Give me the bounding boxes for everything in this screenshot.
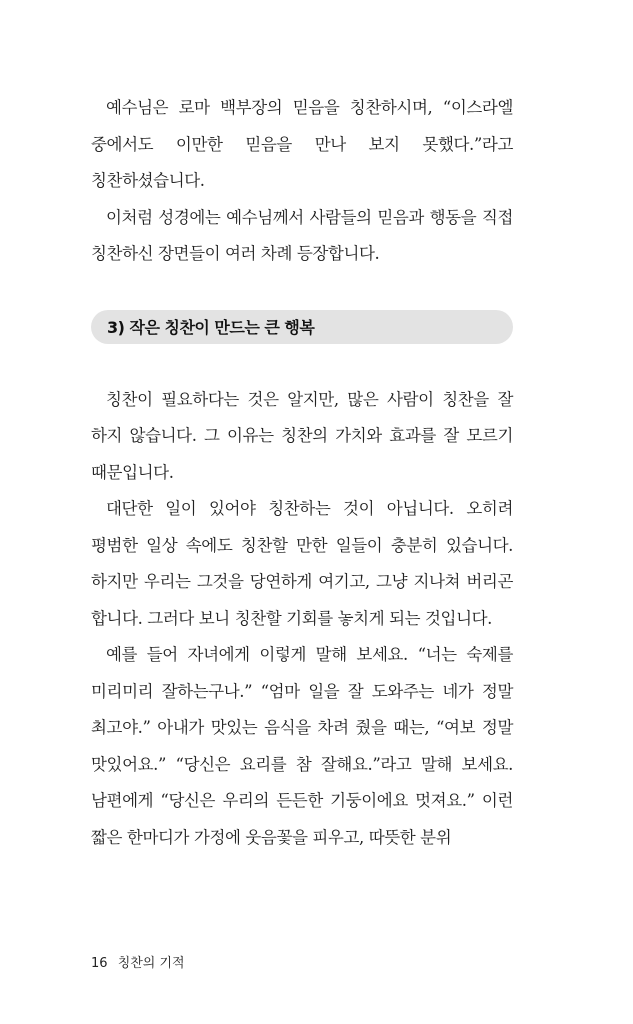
section-title: 3) 작은 칭찬이 만드는 큰 행복 [107,318,315,337]
paragraph: 대단한 일이 있어야 칭찬하는 것이 아닙니다. 오히려 평범한 일상 속에도 칭찬할 만한 일들이 충분히 있습니다. 하지만 우리는 그것을 당연하게 여기고, 그냥 지나쳐 버리곤 합니다. 그러다 보니 칭찬할 기회를 놓치게 되는 것입니다. [91,499,513,628]
page-footer [91,952,185,971]
paragraph: 이처럼 성경에는 예수님께서 사람들의 믿음과 행동을 직접 칭찬하신 장면들이 여러 차례 등장합니다. [91,207,513,263]
section-heading [91,310,513,344]
page-number: 16 [91,956,108,971]
paragraph: 예수님은 로마 백부장의 믿음을 칭찬하시며, “이스라엘 중에서도 이만한 믿음을 만나 보지 못했다.”라고 칭찬하셨습니다. [91,98,513,190]
paragraph: 예를 들어 자녀에게 이렇게 말해 보세요. “너는 숙제를 미리미리 잘하는구나.” “엄마 일을 잘 도와주는 네가 정말 최고야.” 아내가 맛있는 음식을 차려 줬을 때는, “여보 정말 맛있어요.” “당신은 요리를 참 잘해요.”라고 말해 보세요. 남편에게 “당신은 우리의 든든한 기둥이에요 멋져요.” 이런 짧은 한마디가 가정에 웃음꽃을 피우고, 따뜻한 분위 [91,645,513,847]
book-title: 칭찬의 기적 [117,956,185,971]
page-body [91,90,513,856]
paragraph: 칭찬이 필요하다는 것은 알지만, 많은 사람이 칭찬을 잘 하지 않습니다. 그 이유는 칭찬의 가치와 효과를 잘 모르기 때문입니다. [91,389,513,482]
